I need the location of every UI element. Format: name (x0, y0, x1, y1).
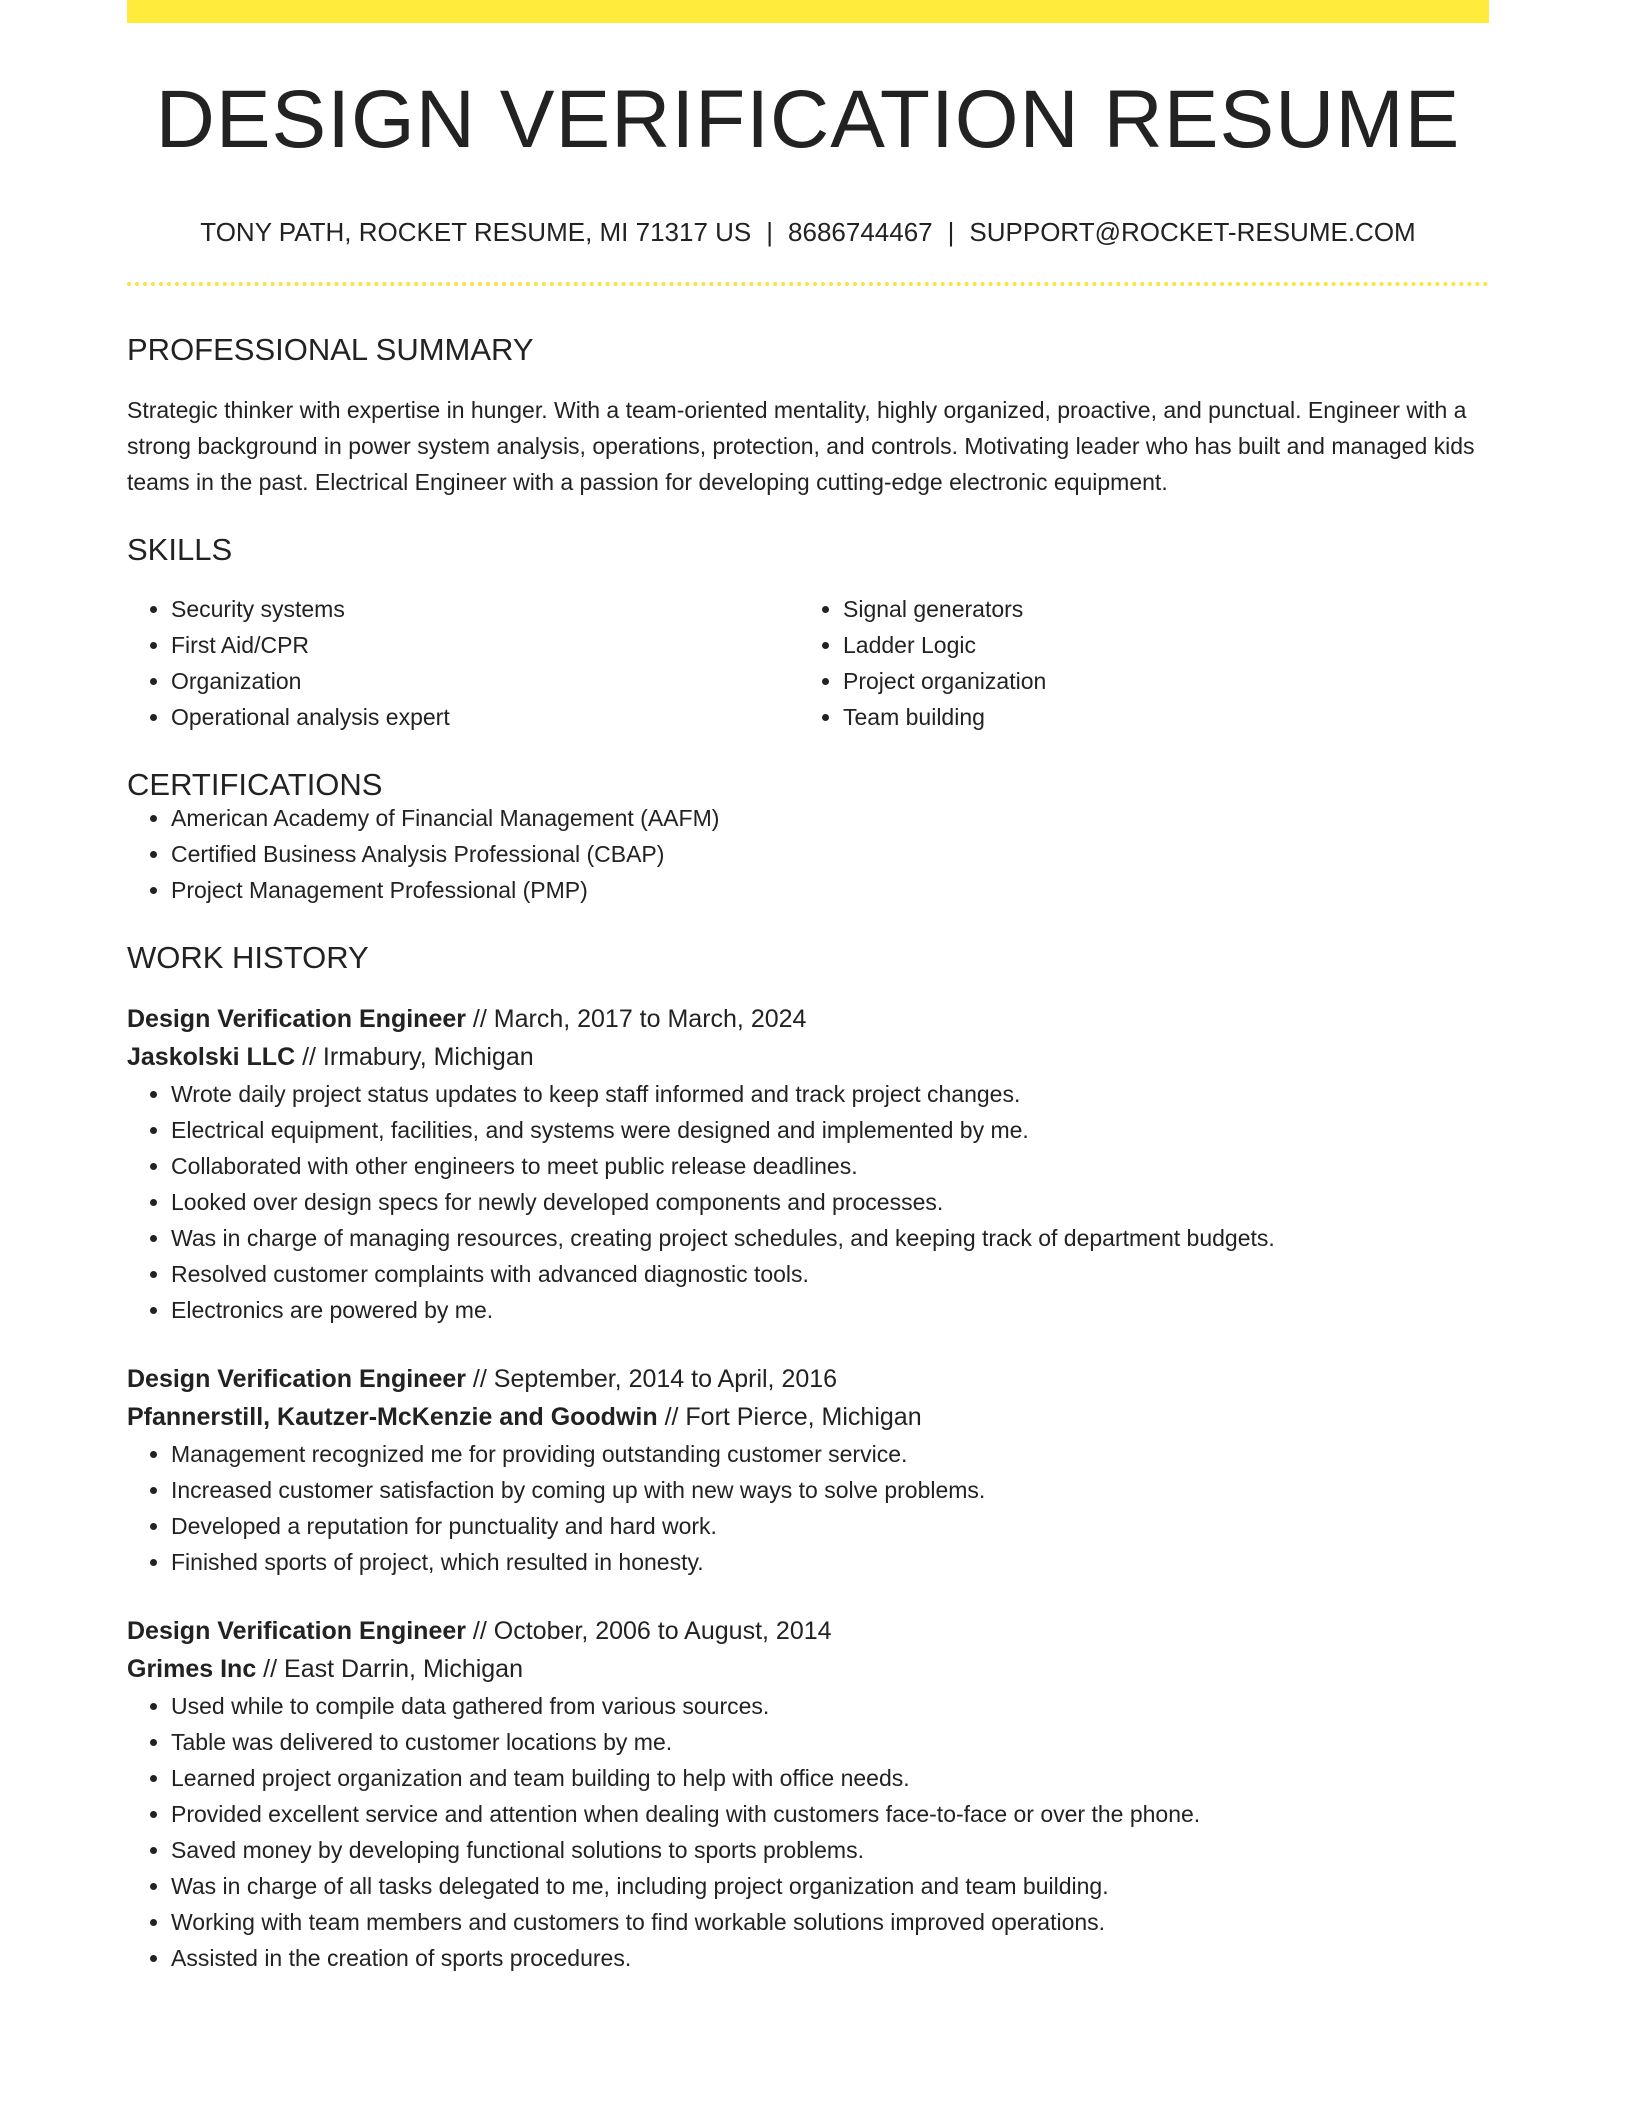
contact-address: TONY PATH, ROCKET RESUME, MI 71317 US (200, 217, 752, 247)
job-duty: • Was in charge of managing resources, creating project schedules, and keeping track of department budgets. (171, 1220, 1489, 1256)
summary-heading: PROFESSIONAL SUMMARY (127, 332, 534, 367)
job-location: // Irmabury, Michigan (295, 1043, 534, 1071)
skill-item: • Organization (171, 663, 799, 699)
job-dates: // March, 2017 to March, 2024 (465, 1005, 807, 1033)
certifications-heading: CERTIFICATIONS (127, 767, 383, 802)
contact-separator: | (766, 217, 774, 247)
job-location: // East Darrin, Michigan (256, 1655, 523, 1683)
job-duty: • Used while to compile data gathered from various sources. (171, 1688, 1489, 1724)
skill-item: • Ladder Logic (843, 627, 1471, 663)
skill-item: • Operational analysis expert (171, 699, 799, 735)
skill-item: • First Aid/CPR (171, 627, 799, 663)
skill-item: • Project organization (843, 663, 1471, 699)
job-company-line (127, 1398, 1489, 1436)
skill-item: • Team building (843, 699, 1471, 735)
job-duty: • Assisted in the creation of sports procedures. (171, 1940, 1489, 1976)
resume-title: DESIGN VERIFICATION RESUME (155, 74, 1461, 165)
job-duty: • Increased customer satisfaction by coming up with new ways to solve problems. (171, 1472, 1489, 1508)
contact-separator: | (947, 217, 955, 247)
job-duty: • Learned project organization and team building to help with office needs. (171, 1760, 1489, 1796)
job-duty: • Wrote daily project status updates to keep staff informed and track project changes. (171, 1076, 1489, 1112)
certification-item: • Project Management Professional (PMP) (171, 872, 1489, 908)
dotted-divider (127, 282, 1489, 286)
job-duty: • Collaborated with other engineers to meet public release deadlines. (171, 1148, 1489, 1184)
job-company-line (127, 1650, 1489, 1688)
job-company: Pfannerstill, Kautzer-McKenzie and Goodwin (127, 1403, 658, 1431)
job-title-line (127, 1000, 1489, 1038)
job-duties-list (127, 1688, 1489, 1976)
resume-page (127, 0, 1489, 1976)
skills-list (127, 591, 1489, 735)
job-location: // Fort Pierce, Michigan (657, 1403, 922, 1431)
job-title-line (127, 1612, 1489, 1650)
job-role: Design Verification Engineer (127, 1005, 466, 1033)
job-company: Grimes Inc (127, 1655, 257, 1683)
certifications-list (127, 800, 1489, 908)
contact-phone: 8686744467 (788, 217, 933, 247)
job-entry (127, 1000, 1489, 1328)
skills-heading: SKILLS (127, 532, 233, 567)
job-duty: • Resolved customer complaints with advanced diagnostic tools. (171, 1256, 1489, 1292)
summary-text: Strategic thinker with expertise in hunger. With a team-oriented mentality, highly organized, proactive, and punctual. Engineer with a strong background in power system analysis, operations, protection, and controls. Motivating leader who has built and managed kids teams in the past. Electrical Engineer with a passion for developing cutting-edge electronic equipment. (127, 397, 1475, 495)
job-title-line (127, 1360, 1489, 1398)
job-duty: • Was in charge of all tasks delegated to me, including project organization and team building. (171, 1868, 1489, 1904)
job-dates: // September, 2014 to April, 2016 (465, 1365, 838, 1393)
job-duty: • Management recognized me for providing outstanding customer service. (171, 1436, 1489, 1472)
job-role: Design Verification Engineer (127, 1617, 466, 1645)
job-duty: • Developed a reputation for punctuality and hard work. (171, 1508, 1489, 1544)
job-duty: • Electronics are powered by me. (171, 1292, 1489, 1328)
skills-column-left (127, 591, 799, 735)
skill-item: • Signal generators (843, 591, 1471, 627)
job-duties-list (127, 1076, 1489, 1328)
job-role: Design Verification Engineer (127, 1365, 466, 1393)
job-company-line (127, 1038, 1489, 1076)
certification-item: • Certified Business Analysis Professional (CBAP) (171, 836, 1489, 872)
contact-line (127, 219, 1489, 245)
skills-column-right (799, 591, 1471, 735)
top-accent-bar (127, 0, 1489, 23)
job-duty: • Finished sports of project, which resulted in honesty. (171, 1544, 1489, 1580)
job-duty: • Working with team members and customers to find workable solutions improved operations. (171, 1904, 1489, 1940)
job-dates: // October, 2006 to August, 2014 (465, 1617, 832, 1645)
skill-item: • Security systems (171, 591, 799, 627)
job-duty: • Looked over design specs for newly developed components and processes. (171, 1184, 1489, 1220)
contact-email: SUPPORT@ROCKET-RESUME.COM (969, 217, 1416, 247)
job-company: Jaskolski LLC (127, 1043, 296, 1071)
job-entry (127, 1360, 1489, 1580)
certification-item: • American Academy of Financial Management (AAFM) (171, 800, 1489, 836)
job-duties-list (127, 1436, 1489, 1580)
job-duty: • Saved money by developing functional solutions to sports problems. (171, 1832, 1489, 1868)
job-entry (127, 1612, 1489, 1976)
job-duty: • Provided excellent service and attention when dealing with customers face-to-face or over the phone. (171, 1796, 1489, 1832)
job-duty: • Electrical equipment, facilities, and systems were designed and implemented by me. (171, 1112, 1489, 1148)
work-history-heading: WORK HISTORY (127, 940, 369, 975)
job-duty: • Table was delivered to customer locations by me. (171, 1724, 1489, 1760)
